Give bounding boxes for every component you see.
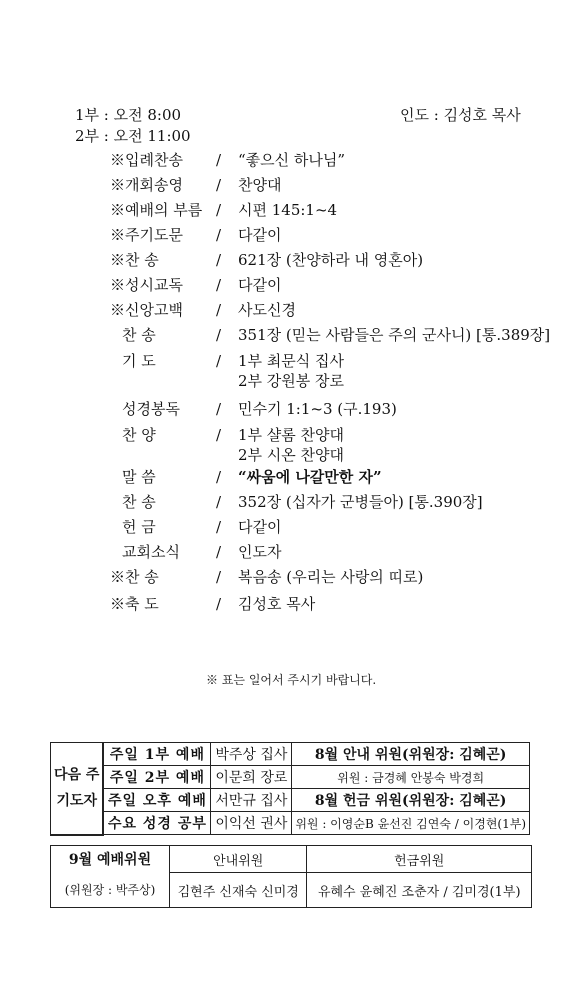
offering-header: 헌금위원: [307, 846, 532, 873]
order-item-separator: /: [216, 568, 222, 586]
next-week-prayer-label: 다음 주 기도자: [51, 743, 104, 835]
september-committee-title: 9월 예배위원: [51, 846, 170, 873]
order-item-label: ※성시교독: [110, 276, 183, 294]
order-item-label: 기 도: [122, 352, 156, 370]
offering-committee-title: 8월 헌금 위원(위원장: 김혜곤): [292, 789, 530, 812]
order-item-separator: /: [216, 176, 222, 194]
order-item-value: “싸움에 나갈만한 자”: [238, 468, 382, 486]
order-item-label: ※주기도문: [110, 226, 183, 244]
order-item-label: ※축 도: [110, 595, 159, 613]
order-item-value: “좋으신 하나님”: [238, 151, 346, 169]
order-item-value: 1부 최문식 집사: [238, 352, 345, 370]
order-item-label: ※예배의 부름: [110, 201, 203, 219]
order-item-value: 복음송 (우리는 사랑의 띠로): [238, 568, 424, 586]
offering-members: 유혜수 윤혜진 조춘자 / 김미경(1부): [307, 873, 532, 908]
order-item-separator: /: [216, 426, 222, 444]
table-row-person: 박주상 집사: [211, 743, 292, 766]
order-item-separator: /: [216, 468, 222, 486]
order-item-value: 621장 (찬양하라 내 영혼아): [238, 251, 424, 269]
standing-note: ※ 표는 일어서 주시기 바랍니다.: [206, 673, 377, 687]
order-item-label: 찬 송: [122, 326, 156, 344]
order-item-label: ※신앙고백: [110, 301, 183, 319]
order-item-separator: /: [216, 151, 222, 169]
order-item-value: 시편 145:1~4: [238, 201, 338, 219]
order-item-value: 민수기 1:1~3 (구.193): [238, 400, 397, 418]
september-committee-table: [50, 845, 532, 908]
guide-members: 김현주 신재숙 신미경: [170, 873, 307, 908]
order-item-label: 말 씀: [122, 468, 156, 486]
order-item-separator: /: [216, 518, 222, 536]
order-item-label: 성경봉독: [122, 400, 180, 418]
order-item-value: 인도자: [238, 543, 282, 561]
table-row-person: 이익선 권사: [211, 812, 292, 835]
order-item-label: 헌 금: [122, 518, 156, 536]
order-item-separator: /: [216, 201, 222, 219]
order-item-separator: /: [216, 595, 222, 613]
order-item-value-2: 2부 시온 찬양대: [238, 446, 345, 464]
order-item-separator: /: [216, 543, 222, 561]
table-row-person: 서만규 집사: [211, 789, 292, 812]
order-item-label: ※개회송영: [110, 176, 183, 194]
table-row-service: 수요 성경 공부: [103, 812, 210, 835]
table-row-person: 이문희 장로: [211, 766, 292, 789]
order-item-label: ※찬 송: [110, 568, 159, 586]
service-time-1: 1부 : 오전 8:00: [75, 106, 182, 124]
guide-committee-members: 위원 : 금경혜 안봉숙 박경희: [292, 766, 530, 789]
order-item-separator: /: [216, 251, 222, 269]
order-item-separator: /: [216, 301, 222, 319]
order-item-label: 찬 송: [122, 493, 156, 511]
service-leader: 인도 : 김성호 목사: [400, 106, 521, 124]
order-item-label: ※찬 송: [110, 251, 159, 269]
september-committee-chair: (위원장 : 박주상): [51, 873, 170, 908]
order-item-value-2: 2부 강원봉 장로: [238, 372, 345, 390]
guide-committee-title: 8월 안내 위원(위원장: 김혜곤): [292, 743, 530, 766]
order-item-separator: /: [216, 493, 222, 511]
order-item-separator: /: [216, 326, 222, 344]
order-item-separator: /: [216, 352, 222, 370]
order-item-value: 352장 (십자가 군병들아) [통.390장]: [238, 493, 483, 511]
order-item-label: ※입례찬송: [110, 151, 183, 169]
prayer-committee-table: [50, 742, 530, 836]
order-item-value: 다같이: [238, 276, 282, 294]
order-item-value: 찬양대: [238, 176, 282, 194]
order-item-value: 351장 (믿는 사람들은 주의 군사니) [통.389장]: [238, 326, 551, 344]
guide-header: 안내위원: [170, 846, 307, 873]
order-item-value: 1부 샬롬 찬양대: [238, 426, 345, 444]
order-item-value: 다같이: [238, 518, 282, 536]
table-row-service: 주일 오후 예배: [103, 789, 210, 812]
order-item-value: 김성호 목사: [238, 595, 316, 613]
table-row-service: 주일 2부 예배: [103, 766, 210, 789]
table-row-service: 주일 1부 예배: [103, 743, 210, 766]
order-item-separator: /: [216, 276, 222, 294]
order-item-value: 다같이: [238, 226, 282, 244]
order-item-label: 찬 양: [122, 426, 156, 444]
offering-committee-members: 위원 : 이영순B 윤선진 김연숙 / 이경현(1부): [292, 812, 530, 835]
order-item-value: 사도신경: [238, 301, 296, 319]
order-item-separator: /: [216, 400, 222, 418]
order-item-separator: /: [216, 226, 222, 244]
service-time-2: 2부 : 오전 11:00: [75, 127, 191, 145]
order-item-label: 교회소식: [122, 543, 180, 561]
